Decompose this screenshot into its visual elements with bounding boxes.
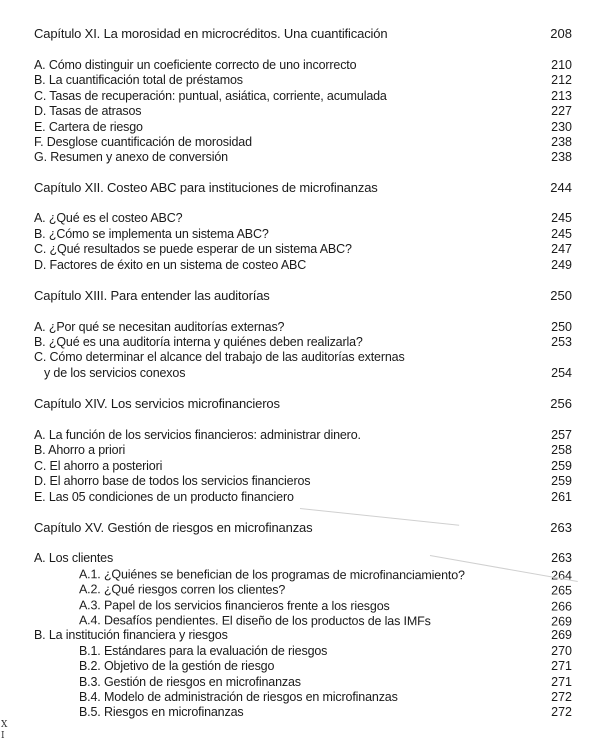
toc-page-number: 261 (551, 490, 572, 504)
toc-page-number: 263 (551, 551, 572, 565)
toc-entry-title: A.3. Papel de los servicios financieros frente a los riesgos (78, 598, 390, 614)
toc-entry-row (0, 210, 600, 226)
toc-page-number: 230 (551, 120, 572, 134)
toc-chapter-row (0, 288, 600, 304)
toc-page-number: 213 (551, 89, 572, 103)
toc-page-number: 244 (550, 180, 572, 195)
toc-entry-row (0, 627, 600, 643)
margin-mark-line-1: X (1, 720, 8, 730)
toc-entry-title: C. Cómo determinar el alcance del trabajo de las auditorías externas (34, 350, 405, 364)
toc-page-number: 249 (551, 258, 572, 272)
toc-entry-title: D. Tasas de atrasos (34, 104, 142, 118)
toc-chapter-row (0, 396, 600, 412)
toc-entry-title: A.1. ¿Quiénes se benefician de los programas de microfinanciamiento? (78, 567, 465, 583)
toc-entry-row (0, 119, 600, 135)
toc-page-number: 272 (551, 690, 572, 704)
toc-entry-title: B.5. Riesgos en microfinanzas (79, 705, 244, 719)
toc-entry-title: B. La cuantificación total de préstamos (34, 73, 243, 87)
toc-page-number: 271 (551, 659, 572, 673)
margin-mark-line-2: I (1, 731, 5, 741)
toc-page-number: 269 (551, 614, 573, 629)
toc-entry-title: A. Cómo distinguir un coeficiente correcto de uno incorrecto (34, 58, 357, 72)
toc-page-number: 250 (551, 320, 572, 334)
toc-entry-row (0, 550, 600, 566)
toc-entry-title: E. Cartera de riesgo (34, 120, 143, 134)
toc-entry-title: Capítulo XIII. Para entender las auditorías (34, 288, 270, 303)
toc-entry-title: B. La institución financiera y riesgos (34, 628, 228, 642)
toc-page-number: 264 (551, 568, 573, 583)
toc-entry-title: Capítulo XV. Gestión de riesgos en microfinanzas (34, 520, 313, 535)
toc-entry-row (0, 427, 600, 443)
toc-entry-row (0, 674, 600, 690)
toc-entry-row (0, 643, 600, 659)
toc-entry-title: A. Los clientes (34, 551, 114, 565)
toc-entry-row (0, 365, 600, 381)
toc-entry-row (0, 349, 600, 365)
toc-entry-title: A. La función de los servicios financieros: administrar dinero. (34, 428, 361, 442)
toc-entry-row (0, 241, 600, 257)
toc-entry-title: y de los servicios conexos (44, 366, 186, 380)
toc-chapter-row (0, 26, 600, 42)
toc-page-number: 257 (551, 428, 572, 442)
toc-entry-title: C. Tasas de recuperación: puntual, asiática, corriente, acumulada (34, 89, 387, 103)
toc-entry-row (0, 473, 600, 489)
toc-page-number: 245 (551, 211, 572, 225)
toc-entry-row (0, 134, 600, 150)
toc-page-number: 227 (551, 104, 572, 118)
toc-page-number: 212 (551, 73, 572, 87)
toc-entry-row (0, 442, 600, 458)
toc-entry-title: A. ¿Qué es el costeo ABC? (34, 211, 183, 225)
toc-entry-row (0, 149, 600, 165)
toc-chapter-row (0, 180, 600, 196)
toc-page-number: 263 (550, 520, 572, 535)
toc-entry-row (0, 257, 600, 273)
toc-page-number: 256 (550, 396, 572, 411)
toc-entry-row (0, 103, 600, 119)
toc-entry-title: Capítulo XIV. Los servicios microfinancieros (34, 396, 280, 411)
toc-page-number: 272 (551, 705, 572, 719)
toc-entry-title: A. ¿Por qué se necesitan auditorías externas? (34, 320, 285, 334)
toc-entry-title: A.2. ¿Qué riesgos corren los clientes? (78, 582, 286, 597)
toc-entry-title: B. Ahorro a priori (34, 443, 126, 457)
toc-page-number: 238 (551, 150, 572, 164)
toc-entry-title: B.2. Objetivo de la gestión de riesgo (79, 659, 275, 673)
toc-entry-title: E. Las 05 condiciones de un producto financiero (34, 490, 294, 504)
toc-page-number: 259 (551, 459, 572, 473)
toc-entry-row (0, 458, 600, 474)
toc-entry-title: Capítulo XII. Costeo ABC para instituciones de microfinanzas (34, 180, 378, 195)
toc-entry-title: B. ¿Qué es una auditoría interna y quiénes deben realizarla? (34, 335, 363, 349)
toc-entry-row (0, 689, 600, 705)
toc-page-number: 208 (550, 26, 572, 41)
toc-page-number: 247 (551, 242, 572, 256)
toc-page-number: 253 (551, 335, 572, 349)
toc-entry-row (0, 319, 600, 335)
toc-chapter-row (0, 520, 600, 536)
toc-page-number: 269 (551, 628, 572, 642)
toc-entry-title: A.4. Desafíos pendientes. El diseño de los productos de las IMFs (78, 613, 431, 629)
toc-entry-row (0, 72, 600, 88)
toc-entry-title: D. Factores de éxito en un sistema de costeo ABC (34, 258, 307, 272)
toc-entry-title: B. ¿Cómo se implementa un sistema ABC? (34, 227, 269, 241)
toc-entry-title: G. Resumen y anexo de conversión (34, 150, 228, 164)
toc-page-number: 258 (551, 443, 572, 457)
toc-page-number: 254 (551, 366, 572, 380)
toc-entry-title: F. Desglose cuantificación de morosidad (34, 135, 252, 149)
toc-page-number: 270 (551, 644, 572, 658)
toc-entry-row (0, 658, 600, 674)
toc-page-number: 250 (550, 288, 572, 303)
toc-page-number: 238 (551, 135, 572, 149)
toc-page-number: 245 (551, 227, 572, 241)
page-margin-mark (1, 720, 7, 742)
toc-page-number: 271 (551, 675, 572, 689)
toc-page-number: 259 (551, 474, 572, 488)
toc-entry-row (0, 581, 600, 599)
toc-entry-row (0, 489, 600, 505)
toc-page-number: 210 (551, 58, 572, 72)
toc-entry-row (0, 704, 600, 720)
toc-entry-title: D. El ahorro base de todos los servicios financieros (34, 474, 311, 488)
toc-entry-row (0, 88, 600, 104)
toc-entry-row (0, 226, 600, 242)
toc-entry-title: B.3. Gestión de riesgos en microfinanzas (79, 675, 301, 689)
toc-entry-title: C. ¿Qué resultados se puede esperar de un sistema ABC? (34, 242, 352, 256)
toc-page-number: 266 (551, 599, 573, 614)
toc-entry-title: B.4. Modelo de administración de riesgos en microfinanzas (79, 690, 398, 704)
toc-page-number: 265 (551, 583, 573, 598)
toc-entry-row (0, 334, 600, 350)
toc-entry-row (0, 57, 600, 73)
toc-entry-title: B.1. Estándares para la evaluación de riesgos (79, 644, 328, 658)
toc-entry-title: Capítulo XI. La morosidad en microcréditos. Una cuantificación (34, 26, 388, 41)
toc-entry-title: C. El ahorro a posteriori (34, 459, 163, 473)
